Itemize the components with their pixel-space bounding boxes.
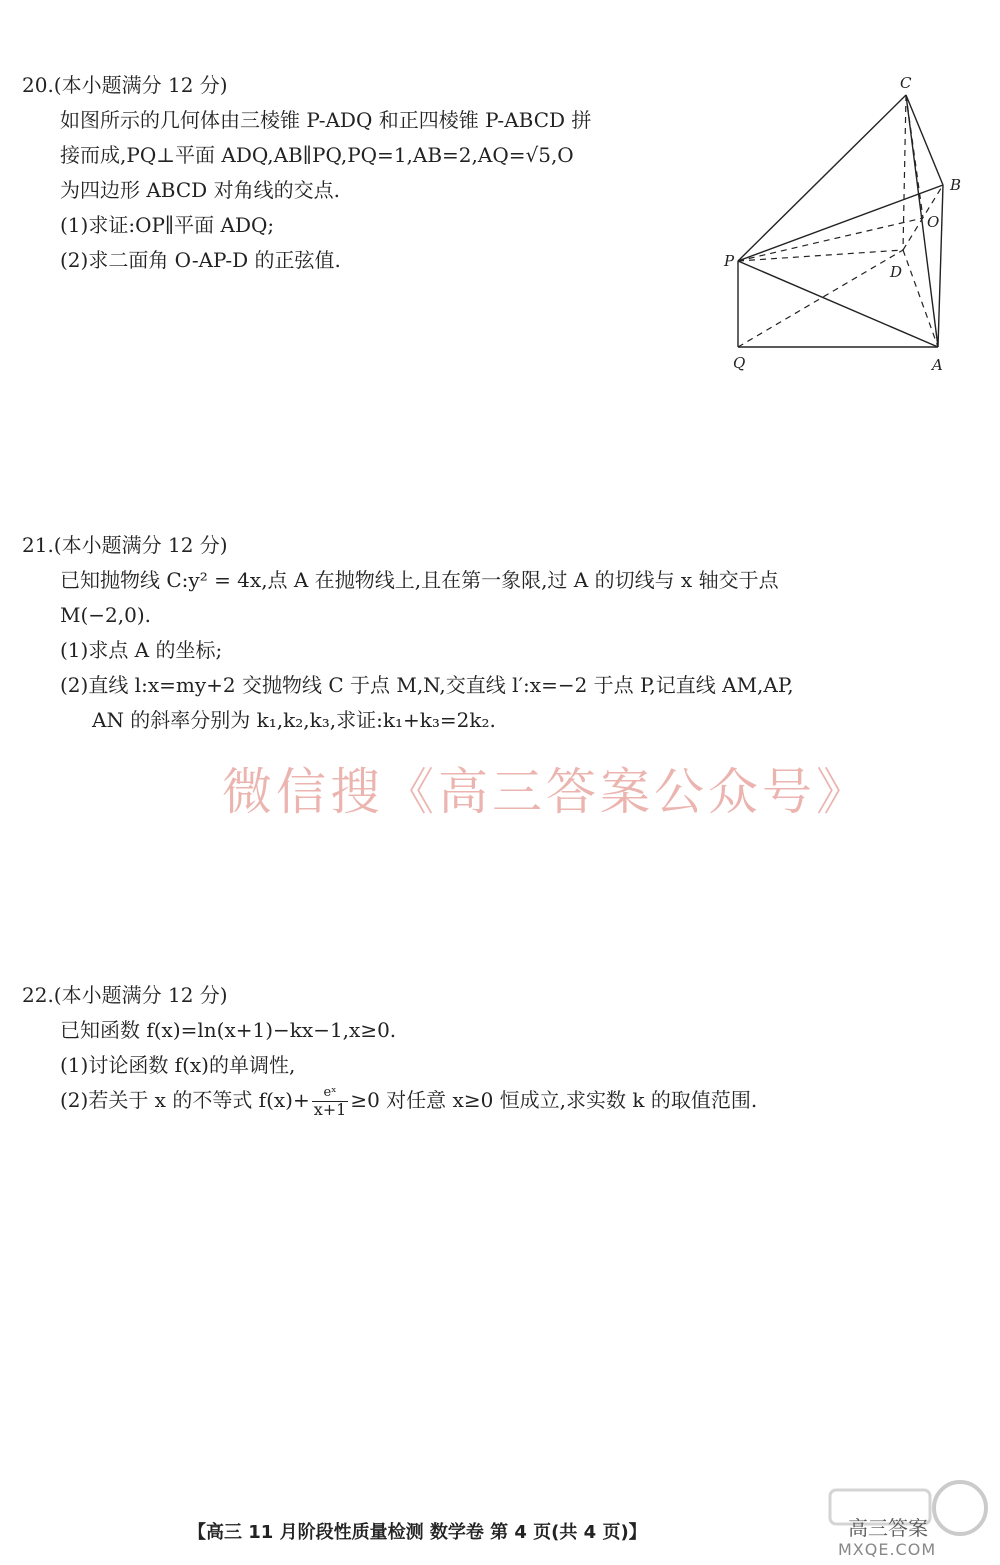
question-21-line-1: 已知抛物线 C:y² = 4x,点 A 在抛物线上,且在第一象限,过 A 的切线与 x 轴交于点 [60,568,779,592]
question-22-part-2-text-a: (2)若关于 x 的不等式 f(x)+ [60,1088,310,1112]
label-A: A [932,356,943,374]
question-21-part-1: (1)求点 A 的坐标; [60,638,223,662]
fraction-denominator: x+1 [313,1100,347,1119]
question-20 [22,68,722,278]
question-21-header: 21.(本小题满分 12 分) [22,533,228,557]
question-22-part-1: (1)讨论函数 f(x)的单调性, [60,1053,296,1077]
label-B: B [950,176,962,194]
question-22 [22,978,982,1118]
page-footer: 【高三 11 月阶段性质量检测 数学卷 第 4 页(共 4 页)】 [188,1522,647,1543]
question-20-header: 20.(本小题满分 12 分) [22,73,228,97]
question-22-line-1: 已知函数 f(x)=ln(x+1)−kx−1,x≥0. [60,1018,397,1042]
question-22-header: 22.(本小题满分 12 分) [22,983,228,1007]
question-20-line-3: 为四边形 ABCD 对角线的交点. [60,178,340,202]
question-20-part-2: (2)求二面角 O-AP-D 的正弦值. [60,248,341,272]
question-20-line-2: 接而成,PQ⊥平面 ADQ,AB∥PQ,PQ=1,AB=2,AQ=√5,O [60,143,574,167]
question-22-part-2 [60,1083,982,1118]
question-21-part-2: (2)直线 l:x=my+2 交抛物线 C 于点 M,N,交直线 l′:x=−2 于点 P,记直线 AM,AP, [60,673,794,697]
fraction-numerator: eˣ [312,1085,349,1102]
corner-url: MXQE.COM [838,1540,937,1559]
label-Q: Q [733,354,746,372]
label-C: C [900,74,912,92]
question-21-line-2: M(−2,0). [60,603,152,627]
label-D: D [890,263,903,281]
corner-logo-text: 高三答案 [848,1516,928,1540]
question-22-part-2-text-b: ≥0 对任意 x≥0 恒成立,求实数 k 的取值范围. [350,1088,758,1112]
label-P: P [724,252,735,270]
question-21 [22,528,982,738]
question-20-line-1: 如图所示的几何体由三棱锥 P-ADQ 和正四棱锥 P-ABCD 拼 [60,108,592,132]
fraction [312,1085,349,1118]
watermark-text: 微信搜《高三答案公众号》 [222,763,870,821]
question-20-part-1: (1)求证:OP∥平面 ADQ; [60,213,275,237]
question-21-part-2-cont: AN 的斜率分别为 k₁,k₂,k₃,求证:k₁+k₃=2k₂. [92,708,496,732]
label-O: O [927,213,940,231]
pyramid-figure [718,70,978,380]
